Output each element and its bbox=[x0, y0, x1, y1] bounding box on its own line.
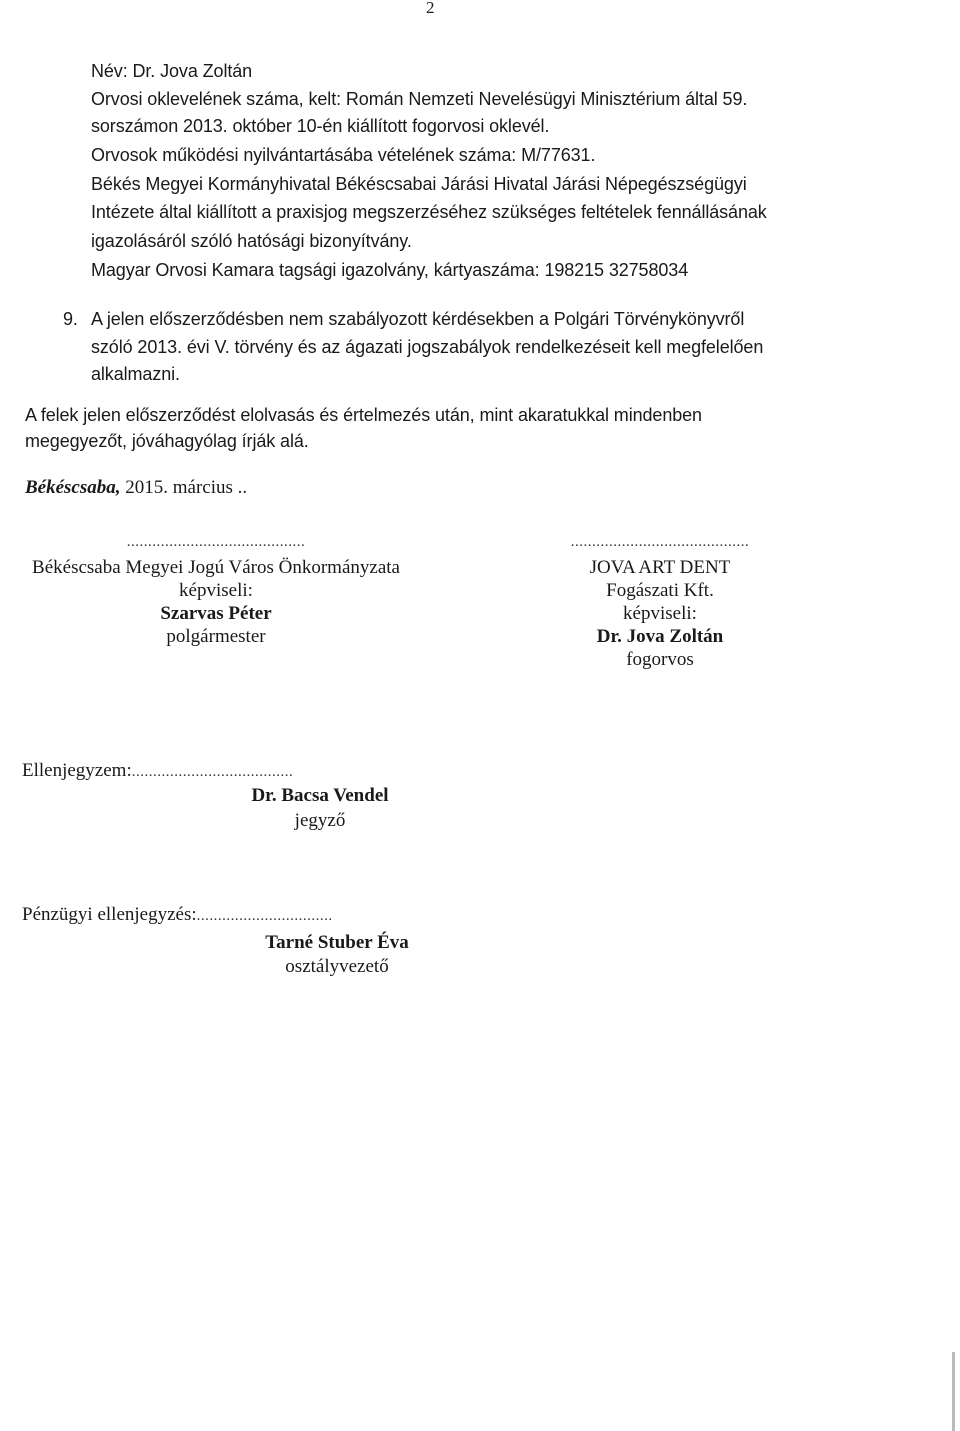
date: 2015. március .. bbox=[125, 477, 248, 498]
doctor-name: Név: Dr. Jova Zoltán bbox=[91, 61, 253, 81]
countersign-label-row bbox=[22, 760, 293, 782]
signature-right bbox=[485, 534, 835, 671]
signature-left-represented: képviseli: bbox=[179, 580, 253, 601]
financial-dots: ................................ bbox=[196, 908, 333, 924]
countersign-dots: ...................................... bbox=[131, 764, 294, 780]
page-number: 2 bbox=[426, 0, 435, 17]
scan-edge-mark bbox=[952, 1352, 955, 1431]
signature-right-title: fogorvos bbox=[626, 649, 694, 670]
chamber-card: Magyar Orvosi Kamara tagsági igazolvány, kártyaszáma: 198215 32758034 bbox=[91, 260, 689, 280]
signature-left-title: polgármester bbox=[166, 626, 266, 647]
registry-number: Orvosok működési nyilvántartásába vételének száma: M/77631. bbox=[91, 145, 596, 165]
signature-right-dots: .......................................... bbox=[570, 534, 750, 550]
signature-left-dots: .......................................... bbox=[126, 534, 306, 550]
clause-number: 9. bbox=[63, 309, 78, 329]
signature-right-company-type: Fogászati Kft. bbox=[606, 580, 714, 601]
financial-label: Pénzügyi ellenjegyzés: bbox=[22, 904, 197, 925]
financial-name: Tarné Stuber Éva bbox=[265, 932, 409, 953]
signature-right-company: JOVA ART DENT bbox=[589, 557, 731, 578]
closing-line-2: megegyezőt, jóváhagyólag írják alá. bbox=[25, 431, 309, 451]
signature-left bbox=[0, 534, 432, 648]
clause-line-1: A jelen előszerződésben nem szabályozott kérdésekben a Polgári Törvénykönyvről bbox=[91, 309, 745, 329]
financial-title: osztályvezető bbox=[285, 956, 389, 977]
countersign-title: jegyző bbox=[294, 810, 346, 831]
clause-line-2: szóló 2013. évi V. törvény és az ágazati jogszabályok rendelkezéseit kell megfelelően bbox=[91, 337, 764, 357]
clause-line-3: alkalmazni. bbox=[91, 364, 180, 384]
countersign-label: Ellenjegyzem: bbox=[22, 760, 132, 781]
closing-line-1: A felek jelen előszerződést elolvasás és értelmezés után, mint akaratukkal mindenben bbox=[25, 405, 702, 425]
signature-left-org: Békéscsaba Megyei Jogú Város Önkormányzata bbox=[32, 557, 400, 578]
place-date bbox=[25, 477, 247, 499]
signature-right-represented: képviseli: bbox=[623, 603, 697, 624]
financial-label-row bbox=[22, 904, 333, 926]
signature-left-name: Szarvas Péter bbox=[160, 603, 272, 624]
signature-right-name: Dr. Jova Zoltán bbox=[596, 626, 724, 647]
diploma-line-1: Orvosi oklevelének száma, kelt: Román Nemzeti Nevelésügyi Minisztérium által 59. bbox=[91, 89, 748, 109]
diploma-line-2: sorszámon 2013. október 10-én kiállított fogorvosi oklevél. bbox=[91, 116, 550, 136]
certificate-line-1: Békés Megyei Kormányhivatal Békéscsabai Járási Hivatal Járási Népegészségügyi bbox=[91, 174, 747, 194]
place: Békéscsaba, bbox=[25, 477, 121, 498]
certificate-line-3: igazolásáról szóló hatósági bizonyítvány. bbox=[91, 231, 412, 251]
certificate-line-2: Intézete által kiállított a praxisjog megszerzéséhez szükséges feltételek fennállásának bbox=[91, 202, 767, 222]
countersign-name: Dr. Bacsa Vendel bbox=[251, 785, 389, 806]
